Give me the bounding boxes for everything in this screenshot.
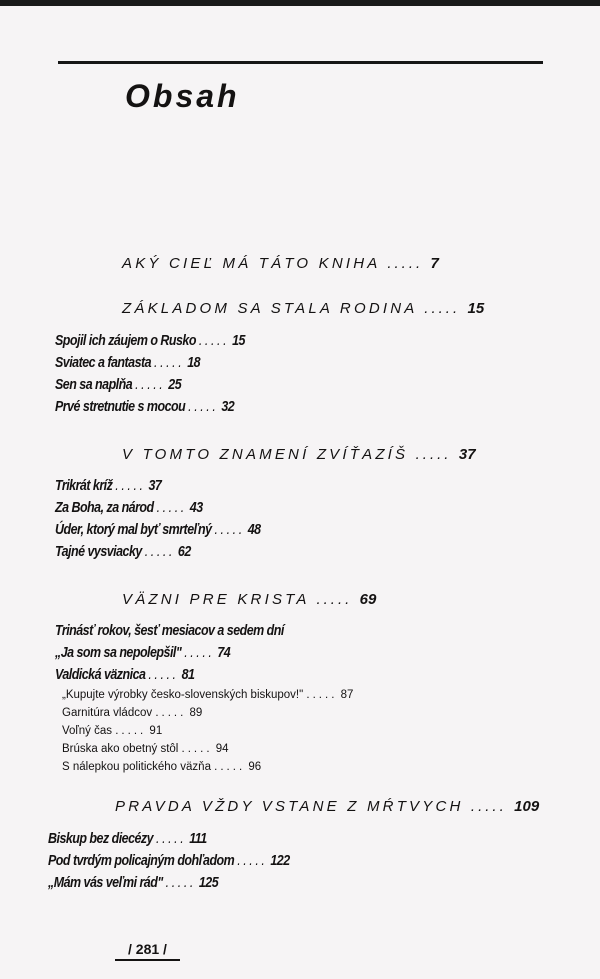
toc-leader: ..... [214,761,246,773]
toc-leader: ..... [156,831,187,847]
top-edge-band [0,0,600,6]
toc-page-number: 25 [168,377,182,393]
toc-page-number: 7 [430,255,439,272]
header-rule [58,61,543,64]
toc-entry [55,544,191,560]
toc-entry-title: „Ja som sa nepolepšil" [55,645,182,661]
toc-entry [55,333,245,349]
toc-entry [55,500,203,516]
toc-section-title: AKÝ CIEĽ MÁ TÁTO KNIHA [122,255,380,272]
toc-entry [55,623,284,639]
toc-entry-title: Sviatec a fantasta [55,355,152,371]
toc-entry [55,645,230,661]
toc-subentry-title: S nálepkou politického väzňa [62,761,211,773]
toc-subentry [62,725,162,737]
toc-page-number: 87 [340,689,354,701]
toc-subentry-title: Garnitúra vládcov [62,707,153,719]
toc-page-number: 74 [217,645,231,661]
toc-section-title: V TOMTO ZNAMENÍ ZVÍŤAZÍŠ [122,446,409,463]
toc-entry [55,667,194,683]
toc-page-number: 48 [247,522,261,538]
toc-subentry [62,743,229,755]
toc-leader: ..... [115,725,147,737]
toc-entry-title: Trikrát kríž [55,478,113,494]
toc-section-title: ZÁKLADOM SA STALA RODINA [122,300,417,317]
toc-page-number: 43 [189,500,203,516]
toc-leader: ..... [214,522,245,538]
toc-section [115,798,539,815]
toc-page-number: 62 [177,544,191,560]
toc-page-number: 89 [189,707,203,719]
toc-page-number: 15 [467,300,485,317]
toc-entry-title: Za Boha, za národ [55,500,154,516]
toc-section [122,446,476,463]
toc-entry-title: Biskup bez diecézy [48,831,154,847]
toc-leader: ..... [155,707,187,719]
toc-section-title: PRAVDA VŽDY VSTANE Z MŔTVYCH [115,798,464,815]
toc-entry-title: Spojil ich záujem o Rusko [55,333,196,349]
toc-entry [55,478,161,494]
toc-leader: ..... [387,255,424,272]
toc-leader: ..... [135,377,166,393]
toc-entry [55,522,261,538]
toc-leader: ..... [188,399,219,415]
toc-leader: ..... [144,544,175,560]
toc-subentry [62,689,353,701]
toc-entry-title: Valdická väznica [55,667,146,683]
toc-page-number: 69 [359,591,377,608]
toc-leader: ..... [148,667,179,683]
toc-entry-title: „Mám vás veľmi rád" [48,875,163,891]
toc-entry-title: Prvé stretnutie s mocou [55,399,186,415]
toc-leader: ..... [156,500,187,516]
toc-section [122,300,484,317]
page-title: Obsah [125,78,240,114]
toc-entry [48,831,207,847]
toc-subentry-title: Voľný čas [62,725,113,737]
toc-page-number: 125 [198,875,219,891]
toc-leader: ..... [154,355,185,371]
toc-leader: ..... [198,333,230,349]
toc-leader: ..... [415,446,452,463]
toc-entry [55,377,181,393]
toc-page-number: 32 [221,399,235,415]
toc-page-number: 96 [248,761,262,773]
toc-section-title: VÄZNI PRE KRISTA [122,591,310,608]
toc-leader: ..... [115,478,146,494]
toc-entry [48,853,290,869]
toc-leader: ..... [306,689,338,701]
page-number: / 281 / [115,941,180,961]
toc-entry-title: Pod tvrdým policajným dohľadom [48,853,235,869]
toc-page-number: 109 [514,798,540,815]
toc-subentry-title: Brúska ako obetný stôl [62,743,179,755]
toc-leader: ..... [181,743,213,755]
toc-page-number: 111 [189,831,207,847]
toc-page-number: 18 [187,355,201,371]
toc-leader: ..... [470,798,507,815]
toc-leader: ..... [316,591,353,608]
toc-leader: ..... [237,853,268,869]
toc-leader: ..... [184,645,215,661]
toc-page-number: 122 [270,853,290,869]
toc-entry [48,875,218,891]
toc-entry-title: Trinásť rokov, šesť mesiacov a sedem dní [55,623,284,639]
toc-entry [55,399,234,415]
toc-leader: ..... [424,300,461,317]
toc-page-number: 37 [148,478,162,494]
toc-leader: ..... [165,875,196,891]
toc-entry-title: Sen sa naplňa [55,377,133,393]
toc-page-number: 15 [232,333,245,349]
toc-section [122,255,439,272]
toc-page-number: 91 [149,725,163,737]
toc-entry [55,355,200,371]
toc-subentry-title: „Kupujte výrobky česko-slovenských biskupov!" [62,689,304,701]
toc-section [122,591,376,608]
toc-entry-title: Úder, ktorý mal byť smrteľný [55,522,212,538]
toc-page-number: 94 [215,743,229,755]
toc-entry-title: Tajné vysviacky [55,544,142,560]
toc-page-number: 81 [181,667,195,683]
toc-subentry [62,707,202,719]
toc-subentry [62,761,261,773]
toc-page-number: 37 [458,446,476,463]
